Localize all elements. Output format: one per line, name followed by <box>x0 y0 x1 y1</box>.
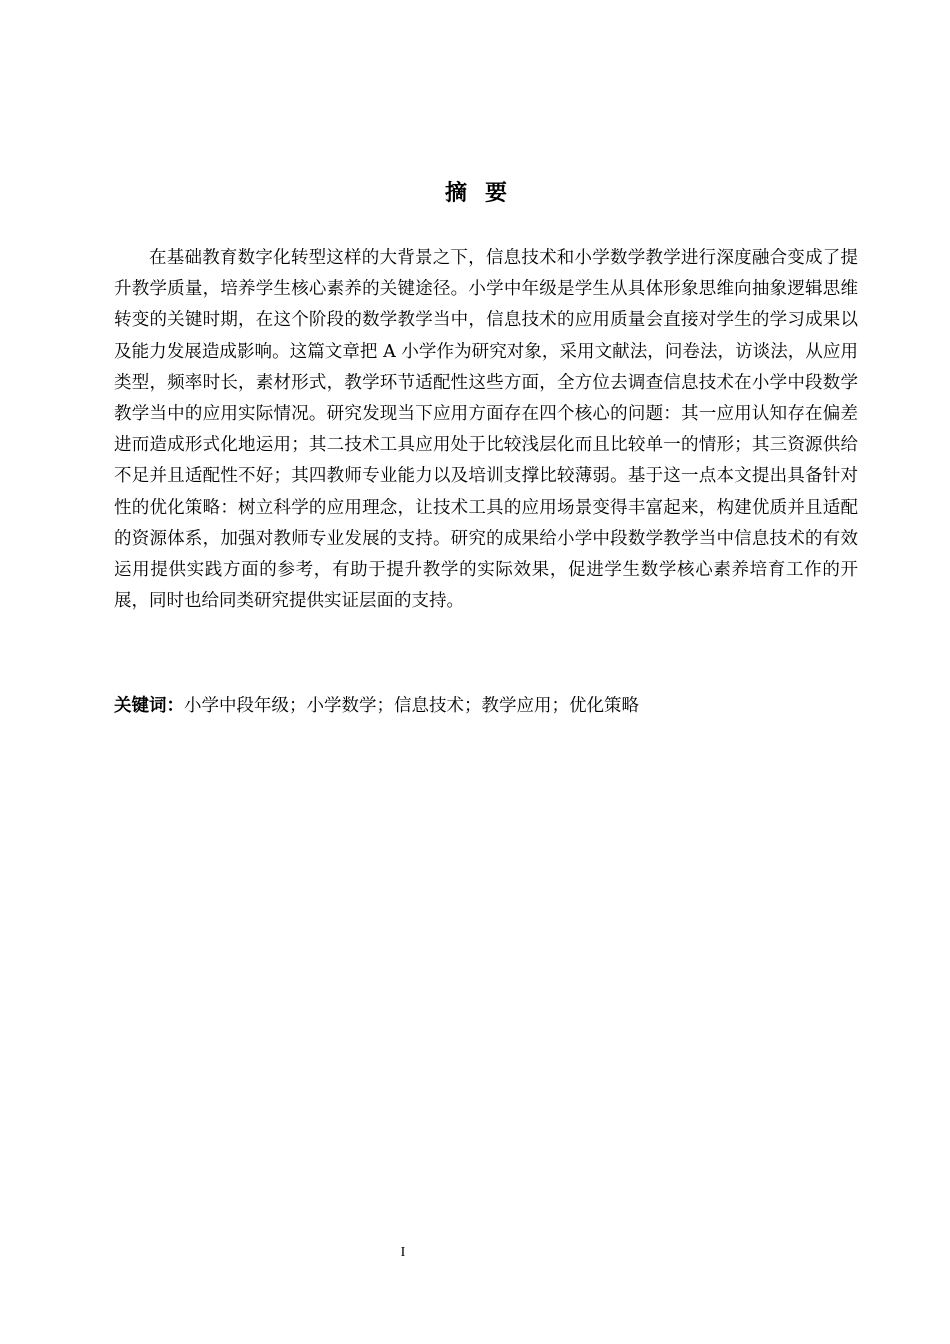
keywords-text: 小学中段年级；小学数学；信息技术；教学应用；优化策略 <box>184 696 639 716</box>
page-number: I <box>400 1245 406 1260</box>
abstract-title: 摘要 <box>444 181 525 206</box>
keywords-label: 关键词： <box>114 696 184 716</box>
keywords-line <box>114 691 858 721</box>
abstract-paragraph: 在基础教育数字化转型这样的大背景之下，信息技术和小学数学教学进行深度融合变成了提升教学质量，培养学生核心素养的关键途径。小学中年级是学生从具体形象思维向抽象逻辑思维转变的关键时期，在这个阶段的数学教学当中，信息技术的应用质量会直接对学生的学习成果以及能力发展造成影响。这篇文章把 A 小学作为研究对象，采用文献法，问卷法，访谈法，从应用类型，频率时长，素材形式，教学环节适配性这些方面，全方位去调查信息技术在小学中段数学教学当中的应用实际情况。研究发现当下应用方面存在四个核心的问题：其一应用认知存在偏差进而造成形式化地运用；其二技术工具应用处于比较浅层化而且比较单一的情形；其三资源供给不足并且适配性不好；其四教师专业能力以及培训支撑比较薄弱。基于这一点本文提出具备针对性的优化策略：树立科学的应用理念，让技术工具的应用场景变得丰富起来，构建优质并且适配的资源体系，加强对教师专业发展的支持。研究的成果给小学中段数学教学当中信息技术的有效运用提供实践方面的参考，有助于提升教学的实际效果，促进学生数学核心素养培育工作的开展，同时也给同类研究提供实证层面的支持。 <box>114 248 858 612</box>
